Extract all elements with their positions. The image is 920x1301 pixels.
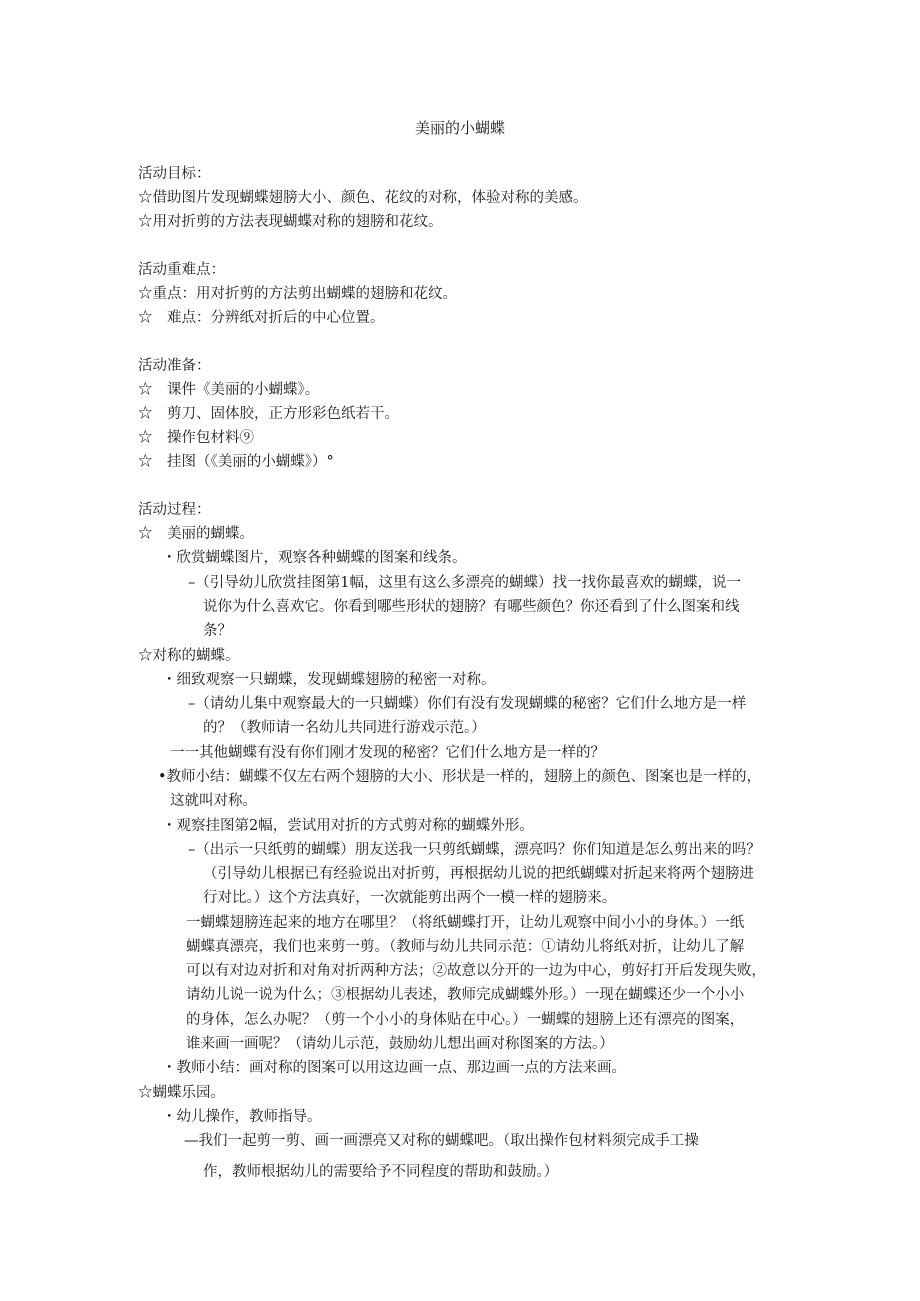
process-dialogue: 的？（教师请一名幼儿共同进行游戏示范。）: [203, 720, 486, 736]
process-dialogue: 作，教师根据幼儿的需要给予不同程度的帮助和鼓励。）: [203, 1164, 559, 1180]
preparation-item: ☆ 操作包材料⑨: [138, 430, 254, 446]
process-dialogue: —我们一起剪一剪、画一画漂亮又对称的蝴蝶吧。（取出操作包材料须完成手工操: [184, 1133, 699, 1149]
key-point-item: ☆ 难点：分辨纸对折后的中心位置。: [138, 310, 385, 326]
process-dialogue: 条？: [203, 623, 232, 639]
preparation-item: ☆ 剪刀、固体胶，正方形彩色纸若干。: [138, 406, 399, 422]
process-dialogue: –（请幼儿集中观察最大的一只蝴蝶）你们有没有发现蝴蝶的秘密？它们什么地方是一样: [188, 696, 747, 712]
process-step: ☆对称的蝴蝶。: [138, 648, 240, 664]
key-point-item: ☆重点：用对折剪的方法剪出蝴蝶的翅膀和花纹。: [138, 286, 457, 302]
process-bullet: ・细致观察一只蝴蝶，发现蝴蝶翅膀的秘密一对称。: [162, 672, 496, 688]
process-step: ☆蝴蝶乐园。: [138, 1085, 225, 1101]
process-dialogue: 的身体，怎么办呢？（剪一个小小的身体贴在中心。）一蝴蝶的翅膀上还有漂亮的图案，: [186, 1012, 745, 1028]
section-heading-process: 活动过程：: [138, 502, 211, 518]
process-step: ☆ 美丽的蝴蝶。: [138, 526, 254, 542]
process-summary: •教师小结：蝴蝶不仅左右两个翅膀的大小、形状是一样的，翅膀上的颜色、图案也是一样的，: [158, 769, 762, 785]
process-dialogue: 一一其他蝴蝶有没有你们刚才发现的秘密？它们什么地方是一样的？: [170, 745, 605, 761]
process-dialogue: 谁来画一画呢？（请幼儿示范，鼓励幼儿想出画对称图案的方法。）: [186, 1036, 614, 1052]
process-bullet: ・欣赏蝴蝶图片，观察各种蝴蝶的图案和线条。: [162, 550, 467, 566]
section-heading-goals: 活动目标：: [138, 166, 211, 182]
process-summary: ・教师小结：画对称的图案可以用这边画一点、那边画一点的方法来画。: [162, 1060, 626, 1076]
process-dialogue: 说你为什么喜欢它。你看到哪些形状的翅膀？有哪些颜色？你还看到了什么图案和线: [203, 599, 740, 615]
process-dialogue: 一蝴蝶翅膀连起来的地方在哪里？（将纸蝴蝶打开，让幼儿观察中间小小的身体。）一纸: [186, 915, 745, 931]
process-bullet: ・观察挂图第2幅，尝试用对折的方式剪对称的蝴蝶外形。: [162, 818, 534, 834]
process-dialogue: （引导幼儿根据已有经验说出对折剪，再根据幼儿说的把纸蝴蝶对折起来将两个翅膀进: [203, 866, 754, 882]
process-dialogue: –（出示一只纸剪的蝴蝶）朋友送我一只剪纸蝴蝶，漂亮吗？你们知道是怎么剪出来的吗？: [188, 842, 761, 858]
process-dialogue: 请幼儿说一说为什么；③根据幼儿表述，教师完成蝴蝶外形。）一现在蝴蝶还少一个小小: [186, 987, 745, 1003]
process-bullet: ・幼儿操作，教师指导。: [162, 1109, 322, 1125]
process-dialogue: 蝴蝶真漂亮，我们也来剪一剪。（教师与幼儿共同示范：①请幼儿将纸对折，让幼儿了解: [186, 939, 745, 955]
page-title: 美丽的小蝴蝶: [414, 119, 505, 137]
section-heading-preparation: 活动准备：: [138, 358, 211, 374]
preparation-item: ☆ 挂图（《美丽的小蝴蝶》）°: [138, 454, 334, 470]
process-dialogue: –（引导幼儿欣赏挂图第1幅，这里有这么多漂亮的蝴蝶）找一找你最喜欢的蝴蝶，说一: [188, 575, 741, 591]
goal-item: ☆用对折剪的方法表现蝴蝶对称的翅膀和花纹。: [138, 214, 443, 230]
process-dialogue: 行对比。）这个方法真好，一次就能剪出两个一模一样的翅膀来。: [203, 890, 617, 906]
process-summary: 这就叫对称。: [170, 793, 257, 809]
process-dialogue: 可以有对边对折和对角对折两种方法；②故意以分开的一边为中心，剪好打开后发现失败，: [186, 963, 766, 979]
preparation-item: ☆ 课件《美丽的小蝴蝶》。: [138, 382, 320, 398]
goal-item: ☆借助图片发现蝴蝶翅膀大小、颜色、花纹的对称，体验对称的美感。: [138, 190, 588, 206]
section-heading-key-points: 活动重难点：: [138, 262, 225, 278]
